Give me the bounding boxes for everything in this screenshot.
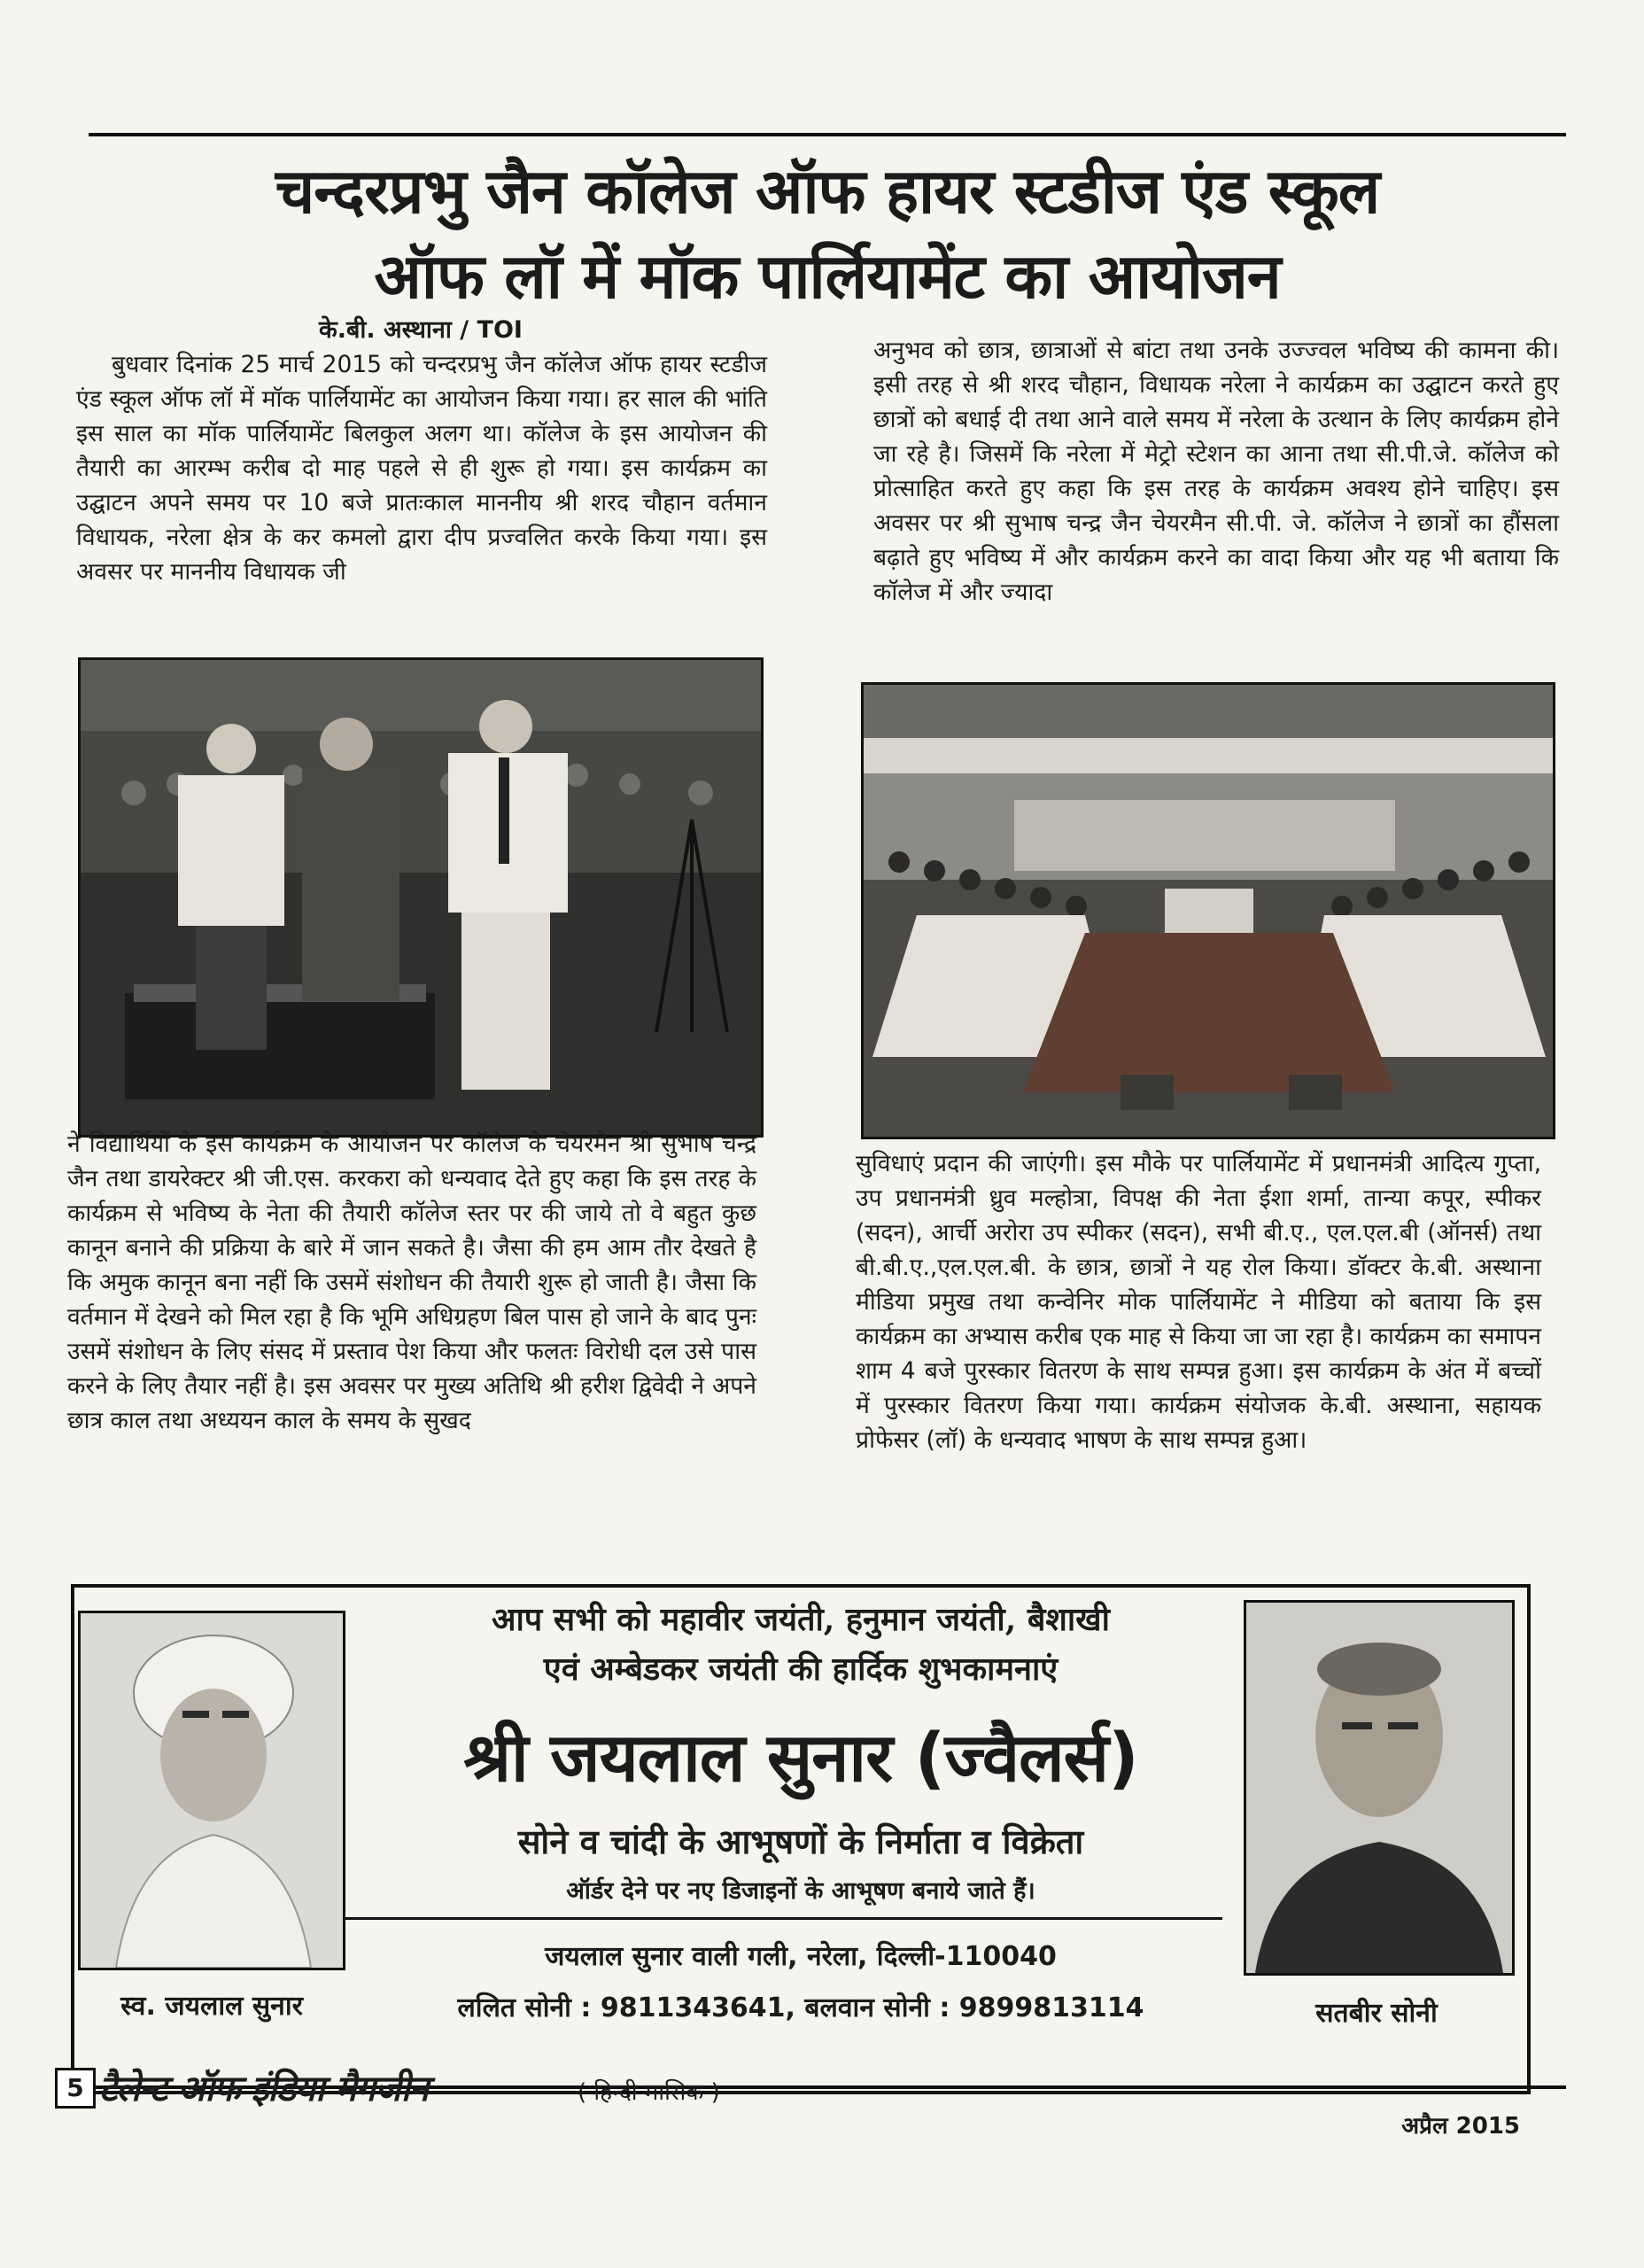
jeweller-contacts: ललित सोनी : 9811343641, बलवान सोनी : 9899813114 (457, 1992, 1144, 2023)
headline-line-1: चन्दरप्रभु जैन कॉलेज ऑफ हायर स्टडीज एंड स्कूल (275, 155, 1380, 228)
magazine-title: टैलेन्ट ऑफ इंडिया मैगजीन (99, 2069, 429, 2109)
jeweller-subtagline: ऑर्डर देने पर नए डिजाइनों के आभूषण बनाये जाते हैं। (566, 1877, 1035, 1905)
left-portrait-caption: स्व. जयलाल सुनार (120, 1991, 303, 2022)
mock-parliament-hall-photo (861, 682, 1555, 1139)
event-guests-photo (78, 657, 764, 1138)
jeweller-advertisement (71, 1584, 1531, 2094)
column-1-top-paragraph: बुधवार दिनांक 25 मार्च 2015 को चन्दरप्रभु जैन कॉलेज ऑफ हायर स्टडीज एंड स्कूल ऑफ लॉ में मॉक पार्लियामेंट का आयोजन किया गया। हर साल की भांति इस साल का मॉक पार्लियामेंट बिलकुल अलग था। कॉलेज के इस आयोजन की तैयारी का आरम्भ करीब दो माह पहले से ही शुरू हो गया। इस कार्यक्रम का उद्घाटन अपने समय पर 10 बजे प्रातःकाल माननीय श्री शरद चौहान वर्तमान विधायक, नरेला क्षेत्र के कर कमलो द्वारा दीप प्रज्वलित करके किया गया। इस अवसर पर माननीय विधायक जी (76, 351, 767, 586)
byline: के.बी. अस्थाना / TOI (319, 316, 523, 344)
article-headline (89, 149, 1566, 319)
jeweller-address: जयलाल सुनार वाली गली, नरेला, दिल्ली-110040 (545, 1941, 1057, 1972)
column-2-bottom-text (856, 1146, 1541, 1457)
column-2-top-paragraph: अनुभव को छात्र, छात्राओं से बांटा तथा उनके उज्ज्वल भविष्य की कामना की। इसी तरह से श्री शरद चौहान, विधायक नरेला ने कार्यक्रम का उद्घाटन करते हुए छात्रों को बधाई दी तथा आने वाले समय में नरेला के उत्थान के लिए कार्यक्रम होने जा रहे है। जिसमें कि नरेला में मेट्रो स्टेशन का आना तथा सी.पी.जे. कॉलेज को प्रोत्साहित करते हुए कहा कि इस तरह के कार्यक्रम अवश्य होने चाहिए। इस अवसर पर श्री सुभाष चन्द्र जैन चेयरमैन सी.पी. जे. कॉलेज ने छात्रों का हौंसला बढ़ाते हुए भविष्य में और कार्यक्रम करने का वादा किया और यह भी बताया कि कॉलेज में और ज्यादा (873, 337, 1559, 606)
column-2-bottom-paragraph: सुविधाएं प्रदान की जाएंगी। इस मौके पर पार्लियामेंट में प्रधानमंत्री आदित्य गुप्ता, उप प्रधानमंत्री ध्रुव मल्होत्रा, विपक्ष की नेता ईशा शर्मा, तान्या कपूर, स्पीकर (सदन), आर्ची अरोरा उप स्पीकर (सदन), सभी बी.ए., एल.एल.बी (ऑनर्स) तथा बी.बी.ए.,एल.एल.बी. के छात्र, छात्रों ने यह रोल किया। डॉक्टर के.बी. अस्थाना मीडिया प्रमुख तथा कन्वेनिर मोक पार्लियामेंट ने मीडिया को बताया कि इस कार्यक्रम का अभ्यास करीब एक माह से किया जा जा रहा है। कार्यक्रम का समापन शाम 4 बजे पुरस्कार वितरण के साथ सम्पन्न हुआ। इस कार्यक्रम के अंत में बच्चों में पुरस्कार वितरण किया गया। कार्यक्रम संयोजक के.बी. अस्थाना, सहायक प्रोफेसर (लॉ) के धन्यवाद भाषण के साथ सम्पन्न हुआ। (856, 1150, 1541, 1454)
column-1-bottom-paragraph: ने विद्यार्थियों के इस कार्यक्रम के आयोजन पर कॉलेज के चेयरमैन श्री सुभाष चन्द्र जैन तथा डायरेक्टर श्री जी.एस. करकरा को धन्यवाद देते हुए कहा कि इस तरह के कार्यक्रम से भविष्य के नेता की तैयारी कॉलेज स्तर पर की जाये तो वे बहुत कुछ कानून बनाने की प्रक्रिया के बारे में जान सकते है। जैसा की हम आम तौर देखते है कि अमुक कानून बना नहीं कि उसमें संशोधन की तैयारी शुरू हो जाती है। जैसा कि वर्तमान में देखने को मिल रहा है कि भूमि अधिग्रहण बिल पास हो जाने के बाद पुनः उसमें संशोधन के लिए संसद में प्रस्ताव पेश किया और फलतः विरोधी दल उसे पास करने के लिए तैयार नहीं है। इस अवसर पर मुख्य अतिथि श्री हरीश द्विवेदी ने अपने छात्र काल तथा अध्ययन काल के समय के सुखद (67, 1130, 756, 1434)
column-1-bottom-text (67, 1127, 756, 1438)
column-2-top-text (873, 333, 1559, 610)
greeting-line-2: एवं अम्बेडकर जयंती की हार्दिक शुभकामनाएं (543, 1651, 1059, 1688)
headline-line-2: ऑफ लॉ में मॉक पार्लियामेंट का आयोजन (374, 240, 1281, 313)
jeweller-shop-name: श्री जयलाल सुनार (ज्वैलर्स) (463, 1718, 1138, 1797)
column-1-top-text (76, 347, 767, 589)
top-rule (89, 133, 1566, 136)
page-number: 5 (55, 2068, 96, 2109)
issue-date: अप्रैल 2015 (1401, 2113, 1520, 2140)
magazine-type: ( हिन्दी मासिक ) (578, 2079, 720, 2106)
greeting-line-1: आप सभी को महावीर जयंती, हनुमान जयंती, बैशाखी (492, 1601, 1110, 1638)
right-portrait-caption: सतबीर सोनी (1315, 1998, 1438, 2029)
ad-divider (345, 1917, 1222, 1920)
jeweller-tagline: सोने व चांदी के आभूषणों के निर्माता व विक्रेता (517, 1822, 1084, 1861)
